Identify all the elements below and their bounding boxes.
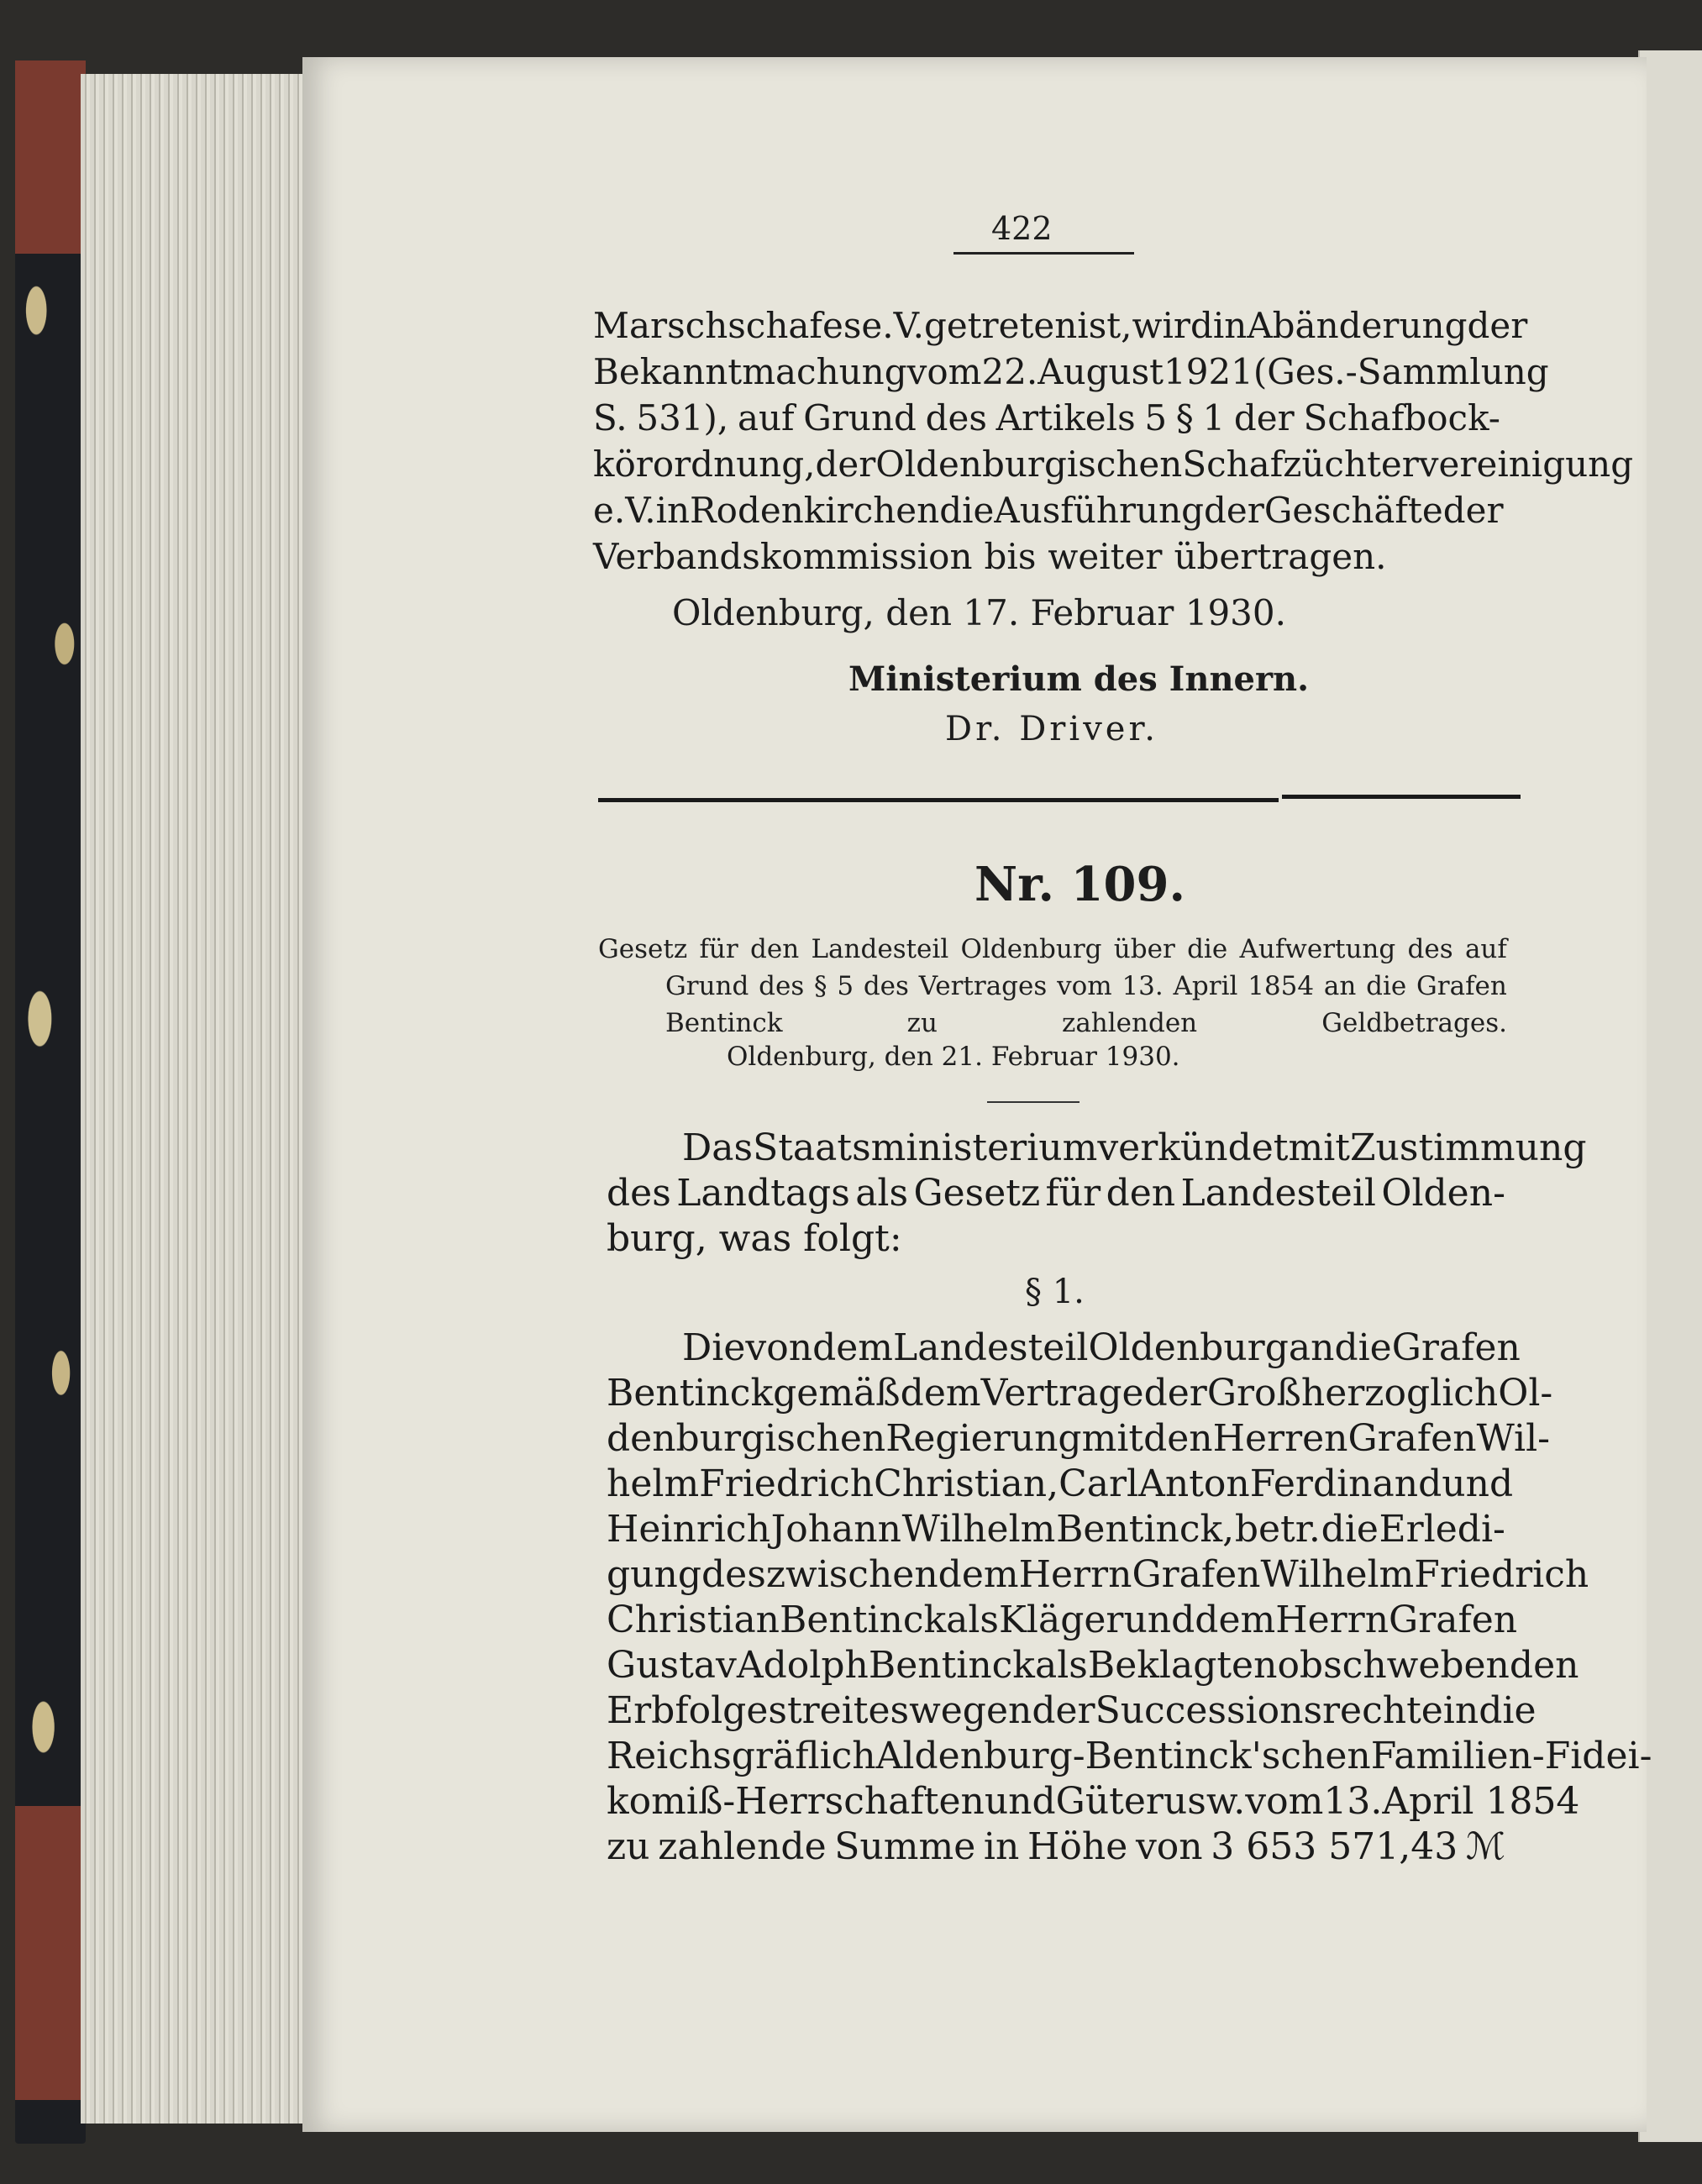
word: über: [1113, 934, 1175, 964]
word: Bekanntmachung: [593, 351, 907, 392]
page-edges: [81, 74, 333, 2124]
word: an: [1288, 1326, 1335, 1369]
section-divider-left: [598, 798, 1279, 802]
word: in: [983, 1825, 1020, 1868]
word: den: [750, 934, 800, 964]
text-line: [607, 1643, 1579, 1688]
word: Herren: [1212, 1417, 1348, 1460]
word: Heinrich: [607, 1508, 770, 1551]
word: Grafen: [1416, 971, 1507, 1001]
word: usw.: [1163, 1780, 1246, 1823]
word: 1: [1202, 397, 1226, 438]
word: V.: [625, 490, 656, 531]
word: Ol-: [1498, 1372, 1553, 1415]
summary-rule: [987, 1101, 1080, 1103]
intro-paragraph: [607, 1126, 1587, 1262]
word: Friedrich: [699, 1462, 875, 1505]
text-line: [607, 1598, 1518, 1643]
word: Reichsgräflich: [607, 1735, 876, 1777]
word: Gustav: [607, 1644, 737, 1687]
word: des: [1407, 934, 1453, 964]
word: Friedrich: [1414, 1553, 1589, 1596]
word: und: [1442, 1462, 1514, 1505]
word: Grund: [665, 971, 749, 1001]
facing-page-edge: [1638, 50, 1702, 2142]
word: Erledi-: [1379, 1508, 1505, 1551]
word: mit: [1288, 1126, 1350, 1169]
word: Oldenburg: [1088, 1326, 1289, 1369]
word: dem: [812, 1326, 894, 1369]
word: e.: [861, 305, 894, 346]
word: Bentinck: [607, 1372, 774, 1415]
summary-date: Oldenburg, den 21. Februar 1930.: [727, 1042, 1180, 1072]
word: Successionsrechte: [1095, 1689, 1443, 1732]
word: komiß-Herrschaften: [607, 1780, 985, 1823]
word: Regierung: [885, 1417, 1082, 1460]
text-line: [607, 1824, 1505, 1870]
word: Bentinck,: [1056, 1508, 1235, 1551]
word: für: [1045, 1172, 1101, 1215]
word: wegen: [909, 1689, 1032, 1732]
word: des: [925, 397, 987, 438]
word: Anton: [1138, 1462, 1250, 1505]
word: als: [946, 1599, 1000, 1641]
text-line: [607, 1216, 1505, 1262]
word: körordnung,: [593, 444, 816, 485]
word: Adolph: [736, 1644, 869, 1687]
word: und: [1123, 1599, 1195, 1641]
word: ist,: [1077, 305, 1132, 346]
word: Aufwertung: [1239, 934, 1396, 964]
word: Bentinck: [868, 1644, 1035, 1687]
word: vom: [1245, 1780, 1324, 1823]
word: Herrn: [1018, 1553, 1132, 1596]
word: Staatsministerium: [753, 1126, 1098, 1169]
top-paragraph: [593, 302, 1634, 580]
word: verkündet: [1097, 1126, 1289, 1169]
word: Grafen: [1389, 1599, 1518, 1641]
word: der: [1442, 490, 1504, 531]
word: des: [863, 971, 909, 1001]
word: zu: [906, 1008, 938, 1038]
word: Landesteil: [893, 1326, 1089, 1369]
word: dem: [1195, 1599, 1276, 1641]
text-line: [607, 1688, 1537, 1734]
word: als: [855, 1172, 909, 1215]
word: Aldenburg-Bentinck'schen: [875, 1735, 1371, 1777]
word: e.: [593, 490, 626, 531]
text-line: [607, 1734, 1652, 1779]
text-line: [593, 302, 1528, 349]
word: 13.: [1122, 971, 1164, 1001]
word: S.: [593, 397, 628, 438]
word: der: [1032, 1689, 1095, 1732]
text-line: [593, 441, 1634, 487]
word: Herrn: [1275, 1599, 1389, 1641]
place-date: Oldenburg, den 17. Februar 1930.: [672, 592, 1286, 633]
word: Grafen: [1132, 1553, 1261, 1596]
word: Güter: [1055, 1780, 1164, 1823]
text-line: [598, 931, 1507, 968]
word: Höhe: [1027, 1825, 1128, 1868]
word: Schafzüchtervereinigung: [1182, 444, 1634, 485]
text-line: [607, 1552, 1589, 1598]
word: der: [1467, 305, 1528, 346]
cover-leather-corner-bottom: [15, 1806, 86, 2100]
section-number: Nr. 109.: [974, 857, 1185, 912]
word: April 1854: [1382, 1780, 1580, 1823]
word: der: [1233, 397, 1295, 438]
word: in: [1442, 1689, 1479, 1732]
text-line: [607, 1507, 1505, 1552]
word: den: [1106, 1172, 1176, 1215]
word: des: [607, 1172, 671, 1215]
text-line: [598, 968, 1507, 1005]
text-line: [598, 1005, 1507, 1042]
word: Landesteil: [1180, 1172, 1376, 1215]
word: des: [701, 1553, 766, 1596]
text-line: [607, 1326, 1521, 1371]
word: Abänderung: [1247, 305, 1468, 346]
text-line: [607, 1126, 1587, 1171]
word: für: [699, 934, 738, 964]
word: zu: [607, 1825, 650, 1868]
word: gung: [607, 1553, 702, 1596]
paragraph-mark: § 1.: [1025, 1273, 1085, 1311]
word: Artikels: [995, 397, 1136, 438]
word: Ausführung: [994, 490, 1205, 531]
word: der: [1143, 1372, 1207, 1415]
word: auf: [737, 397, 795, 438]
text-line: [607, 1416, 1551, 1462]
word: übertragen.: [1174, 536, 1387, 577]
word: 3 653 571,43: [1211, 1825, 1458, 1868]
word: Geldbetrages.: [1321, 1008, 1507, 1038]
word: von: [1135, 1825, 1203, 1868]
word: denburgischen: [607, 1417, 886, 1460]
word: dem: [900, 1372, 981, 1415]
word: Wil-: [1476, 1417, 1551, 1460]
word: Zustimmung: [1349, 1126, 1587, 1169]
word: Oldenburgischen: [875, 444, 1183, 485]
word: Bentinck: [665, 1008, 783, 1038]
word: Grafen: [1391, 1326, 1521, 1369]
word: Wilhelm: [1260, 1553, 1415, 1596]
word: zwischen: [765, 1553, 938, 1596]
word: die: [1366, 971, 1407, 1001]
text-line: [607, 1779, 1580, 1824]
word: 5: [1144, 397, 1168, 438]
word: dem: [938, 1553, 1019, 1596]
word: 531),: [636, 397, 729, 438]
word: Johann: [770, 1508, 901, 1551]
word: (Ges.-Sammlung: [1253, 351, 1549, 392]
word: die: [1321, 1508, 1379, 1551]
word: Kläger: [999, 1599, 1124, 1641]
word: getreten: [923, 305, 1078, 346]
word: Olden-: [1381, 1172, 1505, 1215]
word: Rodenkirchen: [690, 490, 940, 531]
word: in: [1212, 305, 1248, 346]
word: betr.: [1234, 1508, 1321, 1551]
text-line: [607, 1462, 1514, 1507]
text-line: [593, 487, 1504, 533]
word: wird: [1132, 305, 1213, 346]
word: Familien-Fidei-: [1370, 1735, 1652, 1777]
cover-leather-corner-top: [15, 60, 86, 254]
word: 1921: [1164, 351, 1253, 392]
word: bis: [984, 536, 1037, 577]
word: 13.: [1323, 1780, 1383, 1823]
word: zahlende: [658, 1825, 827, 1868]
word: die: [1187, 934, 1228, 964]
word: Vertrages: [918, 971, 1048, 1001]
word: burg, was folgt:: [607, 1217, 902, 1260]
word: Carl: [1058, 1462, 1139, 1505]
word: Summe: [834, 1825, 976, 1868]
word: die: [1334, 1326, 1392, 1369]
word: vom: [906, 351, 982, 392]
word: Grund: [803, 397, 917, 438]
word: an: [1323, 971, 1357, 1001]
page-number: 422: [991, 210, 1053, 247]
word: Verbandskommission: [593, 536, 973, 577]
word: Landesteil: [811, 934, 949, 964]
word: der: [1204, 490, 1264, 531]
word: vom: [1057, 971, 1112, 1001]
word: 5: [837, 971, 854, 1001]
word: zahlenden: [1061, 1008, 1198, 1038]
word: der: [815, 444, 876, 485]
word: obschwebenden: [1277, 1644, 1579, 1687]
word: Erbfolgestreites: [607, 1689, 910, 1732]
word: und: [984, 1780, 1056, 1823]
ministry-name: Ministerium des Innern.: [848, 659, 1310, 699]
word: helm: [607, 1462, 700, 1505]
word: die: [939, 490, 995, 531]
text-line: [593, 349, 1549, 395]
word: ℳ: [1465, 1825, 1505, 1868]
word: Das: [682, 1126, 754, 1169]
word: Bentinck: [780, 1599, 947, 1641]
word: August: [1037, 351, 1164, 392]
word: Beklagten: [1087, 1644, 1278, 1687]
word: Marschschafes: [593, 305, 862, 346]
text-line: [607, 1371, 1553, 1416]
word: mit: [1081, 1417, 1144, 1460]
word: Vertrage: [980, 1372, 1144, 1415]
word: Grafen: [1347, 1417, 1477, 1460]
word: als: [1034, 1644, 1088, 1687]
word: April: [1173, 971, 1238, 1001]
word: Wilhelm: [901, 1508, 1056, 1551]
text-line: [593, 395, 1500, 441]
word: Schafbock-: [1303, 397, 1500, 438]
word: Landtags: [676, 1172, 850, 1215]
word: Oldenburg: [960, 934, 1102, 964]
law-summary: [598, 931, 1507, 1042]
page-number-rule: [953, 252, 1134, 255]
word: die: [1479, 1689, 1537, 1732]
word: Christian: [607, 1599, 780, 1641]
word: Die: [682, 1326, 746, 1369]
paragraph-one-text: [607, 1326, 1652, 1870]
signer-name: Dr. Driver.: [945, 710, 1158, 748]
section-divider-right: [1282, 795, 1521, 799]
word: 22.: [981, 351, 1038, 392]
word: gemäß: [773, 1372, 901, 1415]
word: weiter: [1048, 536, 1163, 577]
word: von: [745, 1326, 813, 1369]
word: des: [759, 971, 805, 1001]
word: Christian,: [874, 1462, 1059, 1505]
word: V.: [893, 305, 924, 346]
word: auf: [1464, 934, 1507, 964]
word: Geschäfte: [1263, 490, 1443, 531]
word: 1854: [1248, 971, 1315, 1001]
word: in: [655, 490, 691, 531]
word: den: [1143, 1417, 1213, 1460]
word: Gesetz: [598, 934, 688, 964]
word: §: [1175, 397, 1194, 438]
text-line: [607, 1171, 1505, 1216]
word: Großherzoglich: [1206, 1372, 1499, 1415]
word: §: [814, 971, 827, 1001]
text-line: [593, 533, 1500, 580]
word: Ferdinand: [1249, 1462, 1442, 1505]
word: Gesetz: [913, 1172, 1041, 1215]
